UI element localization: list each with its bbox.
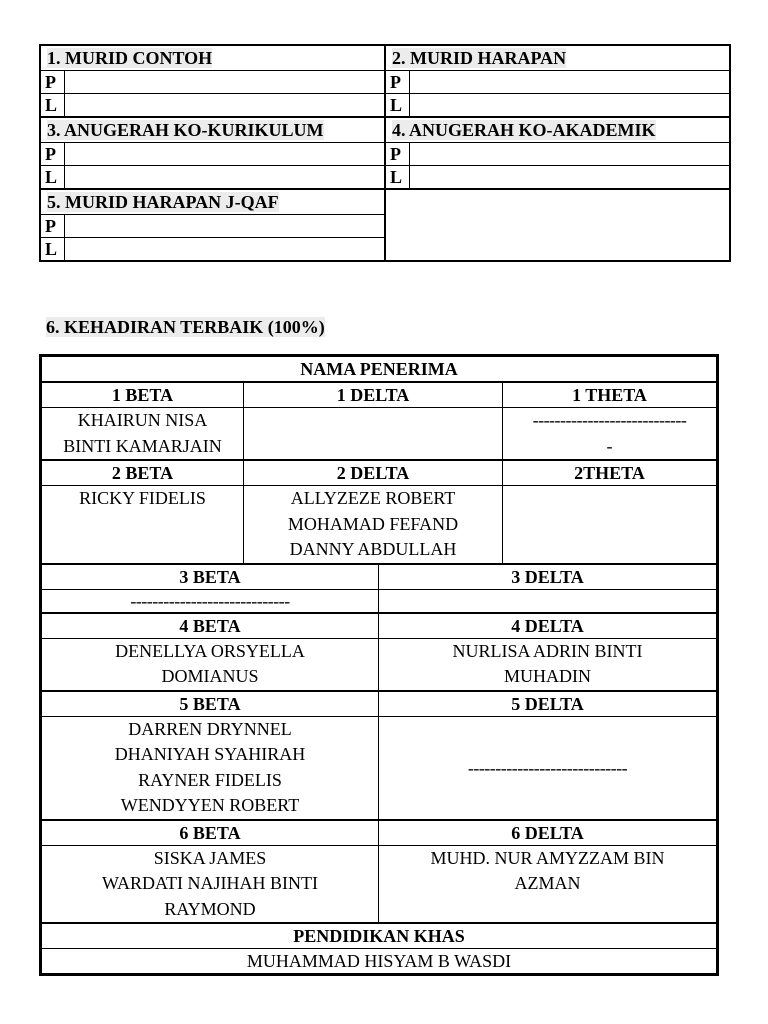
name-entry: BINTI KAMARJAIN (63, 435, 222, 456)
class-2-delta-header: 2 DELTA (244, 460, 503, 486)
ko-kurikulum-p-cell (64, 143, 385, 166)
section-jqaf-title: 5. MURID HARAPAN J-QAF (40, 189, 385, 215)
class-1-beta-header: 1 BETA (41, 382, 244, 408)
name-entry: DOMIANUS (161, 666, 259, 686)
class-4-beta-names (41, 638, 379, 691)
class-4-delta-header: 4 DELTA (379, 613, 718, 639)
class-4-delta-names (379, 638, 718, 691)
name-entry: KHAIRUN NISA (77, 410, 208, 430)
class-5-beta-names (41, 716, 379, 820)
name-entry: RICKY FIDELIS (79, 488, 206, 508)
p-label: P (40, 71, 64, 94)
murid-contoh-p-cell (64, 71, 385, 94)
class-1-delta-names (244, 408, 503, 461)
name-entry: DHANIYAH SYAHIRAH (114, 744, 306, 764)
class-6-delta-header: 6 DELTA (379, 820, 718, 846)
murid-harapan-l-cell (409, 94, 730, 118)
l-label: L (40, 238, 64, 262)
class-4-beta-header: 4 BETA (41, 613, 379, 639)
p-label: P (385, 71, 409, 94)
name-entry: MUHADIN (504, 666, 591, 686)
l-label: L (385, 166, 409, 190)
name-entry: SISKA JAMES (153, 847, 267, 868)
class-5-delta-header: 5 DELTA (379, 691, 718, 717)
class-2-theta-names (503, 486, 718, 564)
name-entry: WENDYYEN ROBERT (120, 795, 300, 815)
name-entry: WARDATI NAJIHAH BINTI (102, 873, 318, 893)
murid-harapan-p-cell (409, 71, 730, 94)
pendidikan-khas-name: MUHAMMAD HISYAM B WASDI (41, 949, 718, 975)
p-label: P (40, 143, 64, 166)
section-ko-kurikulum-title: 3. ANUGERAH KO-KURIKULUM (40, 117, 385, 143)
class-2-delta-names (244, 486, 503, 564)
class-2-beta-header: 2 BETA (41, 460, 244, 486)
p-label: P (40, 215, 64, 238)
empty-block (385, 189, 730, 261)
class-2-beta-names (41, 486, 244, 564)
l-label: L (40, 94, 64, 118)
name-entry: MOHAMAD FEFAND (287, 513, 459, 534)
name-entry: ALLYZEZE ROBERT (290, 488, 456, 508)
name-entry: RAYMOND (164, 898, 256, 919)
section-murid-harapan-title: 2. MURID HARAPAN (385, 45, 730, 71)
name-entry: NURLISA ADRIN BINTI (452, 640, 643, 661)
class-1-theta-header: 1 THETA (503, 382, 718, 408)
attendance-table (39, 354, 719, 976)
class-1-delta-header: 1 DELTA (244, 382, 503, 408)
name-entry: MUHD. NUR AMYZZAM BIN (430, 847, 665, 868)
section-murid-contoh-title: 1. MURID CONTOH (40, 45, 385, 71)
class-3-beta-header: 3 BETA (41, 564, 379, 590)
class-3-delta-names (379, 589, 718, 613)
class-1-beta-names (41, 408, 244, 461)
murid-contoh-l-cell (64, 94, 385, 118)
jqaf-l-cell (64, 238, 385, 262)
section-ko-akademik-title: 4. ANUGERAH KO-AKADEMIK (385, 117, 730, 143)
award-table (39, 44, 731, 262)
p-label: P (385, 143, 409, 166)
class-6-beta-names (41, 845, 379, 923)
class-3-delta-header: 3 DELTA (379, 564, 718, 590)
ko-akademik-p-cell (409, 143, 730, 166)
name-entry: DANNY ABDULLAH (289, 539, 457, 559)
l-label: L (40, 166, 64, 190)
name-entry: RAYNER FIDELIS (138, 769, 282, 790)
class-2-theta-header: 2THETA (503, 460, 718, 486)
class-1-theta-names (503, 408, 718, 461)
pendidikan-khas-header: PENDIDIKAN KHAS (41, 923, 718, 949)
l-label: L (385, 94, 409, 118)
name-entry: DARREN DRYNNEL (128, 718, 292, 739)
class-6-delta-names (379, 845, 718, 923)
ko-akademik-l-cell (409, 166, 730, 190)
class-5-delta-names: ----------------------------- (379, 716, 718, 820)
class-5-beta-header: 5 BETA (41, 691, 379, 717)
name-entry: DENELLYA ORSYELLA (115, 640, 305, 661)
nama-penerima-header: NAMA PENERIMA (41, 356, 718, 383)
class-6-beta-header: 6 BETA (41, 820, 379, 846)
section-kehadiran-heading: 6. KEHADIRAN TERBAIK (100%) (46, 317, 325, 337)
class-3-beta-names: ----------------------------- (41, 589, 379, 613)
ko-kurikulum-l-cell (64, 166, 385, 190)
dash-placeholder: - (606, 435, 613, 456)
dash-placeholder: ---------------------------- (532, 410, 687, 430)
name-entry: AZMAN (514, 873, 581, 893)
jqaf-p-cell (64, 215, 385, 238)
